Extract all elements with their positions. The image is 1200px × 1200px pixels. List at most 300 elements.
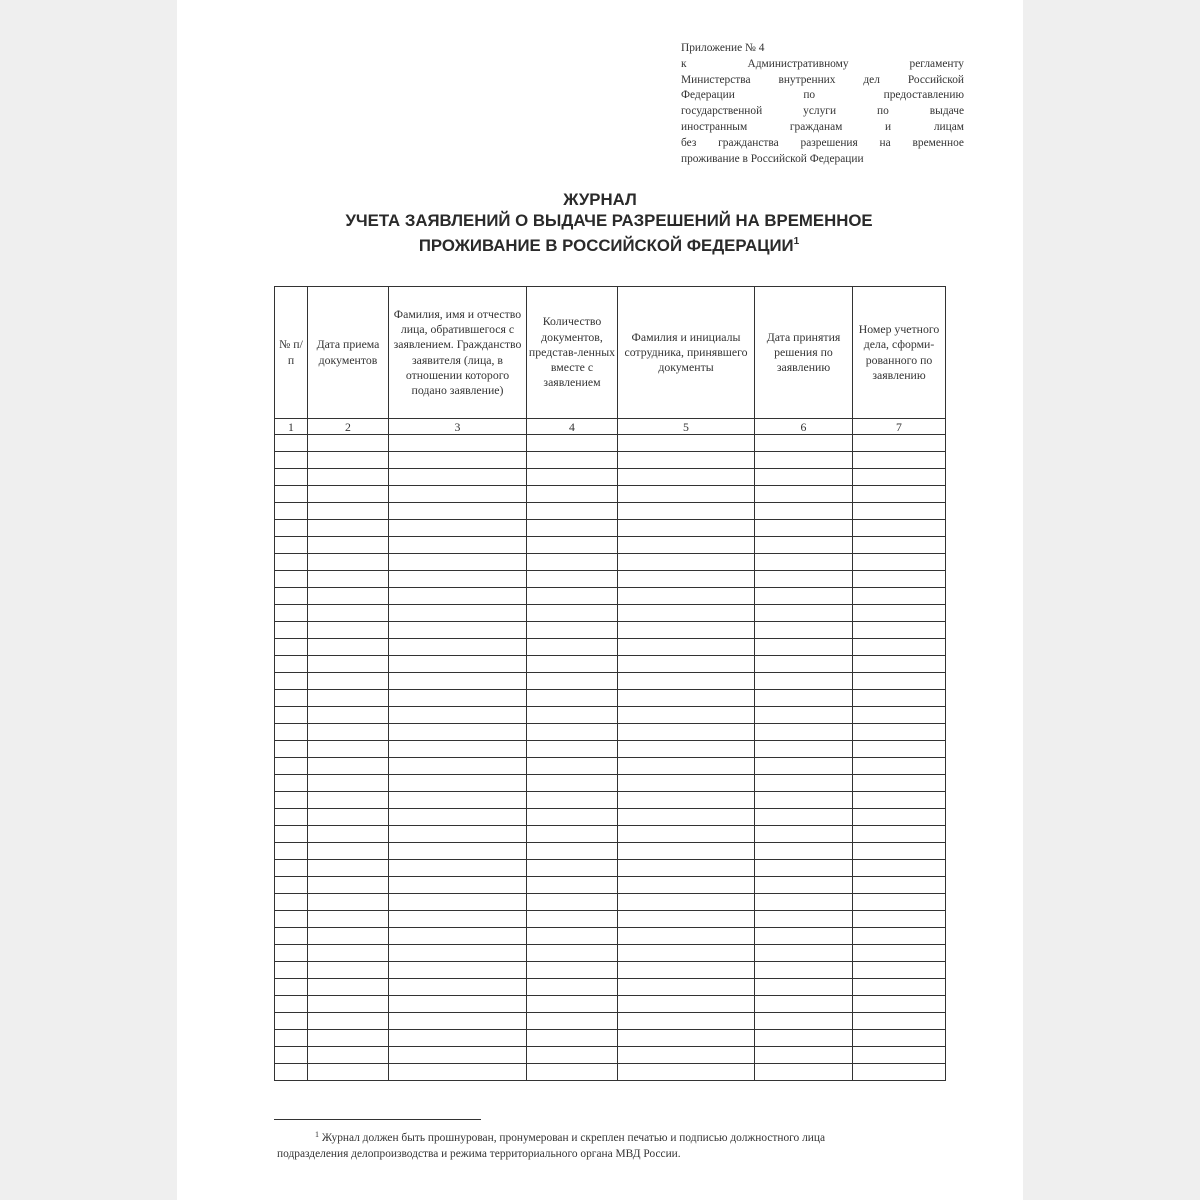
table-cell (853, 435, 946, 452)
table-cell (618, 622, 755, 639)
table-cell (755, 503, 853, 520)
table-cell (308, 979, 389, 996)
table-cell (618, 486, 755, 503)
table-cell (527, 758, 618, 775)
table-row (275, 1064, 946, 1081)
appendix-line: без гражданства разрешения на временное (681, 136, 964, 149)
table-row (275, 605, 946, 622)
table-cell (618, 928, 755, 945)
table-cell (275, 894, 308, 911)
table-cell (275, 537, 308, 554)
table-row (275, 809, 946, 826)
table-cell (389, 1064, 527, 1081)
table-cell (853, 588, 946, 605)
table-row (275, 758, 946, 775)
table-cell (853, 809, 946, 826)
footnote-line-1 (277, 1127, 967, 1146)
table-row (275, 894, 946, 911)
table-cell (527, 894, 618, 911)
table-cell (755, 775, 853, 792)
table-cell (389, 639, 527, 656)
table-cell (308, 554, 389, 571)
table-cell (618, 860, 755, 877)
column-number: 2 (308, 419, 389, 435)
table-cell (275, 758, 308, 775)
table-cell (389, 1013, 527, 1030)
table-cell (389, 826, 527, 843)
table-cell (275, 911, 308, 928)
table-cell (755, 979, 853, 996)
table-row (275, 639, 946, 656)
table-cell (853, 707, 946, 724)
table-cell (275, 809, 308, 826)
table-cell (853, 724, 946, 741)
table-cell (618, 979, 755, 996)
table-cell (389, 809, 527, 826)
table-cell (308, 707, 389, 724)
table-cell (755, 622, 853, 639)
table-cell (755, 962, 853, 979)
table-cell (853, 758, 946, 775)
column-number: 3 (389, 419, 527, 435)
table-cell (853, 571, 946, 588)
table-row (275, 452, 946, 469)
table-cell (308, 843, 389, 860)
table-cell (618, 809, 755, 826)
table-cell (275, 843, 308, 860)
table-cell (755, 843, 853, 860)
table-cell (527, 486, 618, 503)
table-cell (618, 571, 755, 588)
appendix-line: Приложение № 4 (681, 42, 765, 54)
table-cell (755, 809, 853, 826)
table-row (275, 775, 946, 792)
table-cell (755, 741, 853, 758)
table-cell (308, 996, 389, 1013)
table-cell (275, 520, 308, 537)
appendix-line: проживание в Российской Федерации (681, 152, 864, 165)
table-cell (853, 792, 946, 809)
table-cell (308, 503, 389, 520)
table-cell (308, 605, 389, 622)
footnote (277, 1127, 967, 1162)
table-row (275, 503, 946, 520)
table-cell (308, 962, 389, 979)
table-cell (389, 435, 527, 452)
table-cell (527, 469, 618, 486)
table-cell (618, 945, 755, 962)
table-row (275, 673, 946, 690)
table-row (275, 588, 946, 605)
table-row (275, 537, 946, 554)
table-cell (853, 741, 946, 758)
table-cell (389, 877, 527, 894)
header-cell-case-number: Номер учетного дела, сформи-рованного по заявлению (853, 287, 946, 419)
footnote-line-2: подразделения делопроизводства и режима территориального органа МВД России. (277, 1148, 681, 1160)
table-cell (275, 979, 308, 996)
header-cell-applicant: Фамилия, имя и отчество лица, обратившегося с заявлением. Гражданство заявителя (лица, в отношении которого подано заявление) (389, 287, 527, 419)
table-cell (308, 809, 389, 826)
table-cell (527, 520, 618, 537)
table-cell (853, 843, 946, 860)
column-number: 7 (853, 419, 946, 435)
table-cell (853, 928, 946, 945)
table-cell (389, 571, 527, 588)
appendix-line: к Административному регламенту (681, 57, 964, 70)
table-cell (618, 826, 755, 843)
column-number: 6 (755, 419, 853, 435)
table-cell (389, 622, 527, 639)
table-cell (618, 554, 755, 571)
footnote-text-1: Журнал должен быть прошнурован, пронумерован и скреплен печатью и подписью должностного лица (321, 1132, 826, 1144)
table-cell (527, 1064, 618, 1081)
table-cell (853, 503, 946, 520)
table-cell (755, 724, 853, 741)
table-row (275, 979, 946, 996)
appendix-line: Федерации по предоставлению (681, 89, 964, 102)
table-cell (853, 860, 946, 877)
table-cell (618, 996, 755, 1013)
table-cell (755, 554, 853, 571)
table-cell (755, 928, 853, 945)
table-cell (308, 741, 389, 758)
table-cell (275, 605, 308, 622)
table-cell (755, 605, 853, 622)
column-number: 1 (275, 419, 308, 435)
footnote-separator (274, 1119, 481, 1120)
table-cell (755, 1047, 853, 1064)
table-cell (389, 979, 527, 996)
table-cell (527, 877, 618, 894)
table-cell (618, 724, 755, 741)
table-cell (618, 758, 755, 775)
table-cell (275, 690, 308, 707)
table-cell (308, 724, 389, 741)
table-cell (275, 503, 308, 520)
table-cell (618, 1064, 755, 1081)
table-cell (755, 792, 853, 809)
table-cell (755, 435, 853, 452)
table-row (275, 469, 946, 486)
table-cell (308, 894, 389, 911)
table-cell (755, 690, 853, 707)
table-cell (853, 554, 946, 571)
table-cell (618, 894, 755, 911)
table-cell (308, 622, 389, 639)
table-cell (755, 469, 853, 486)
table-cell (527, 537, 618, 554)
table-cell (308, 775, 389, 792)
table-cell (527, 860, 618, 877)
table-cell (389, 1030, 527, 1047)
table-cell (389, 724, 527, 741)
table-cell (308, 928, 389, 945)
table-row (275, 877, 946, 894)
header-cell-number: № п/п (275, 287, 308, 419)
title-line-2: УЧЕТА ЗАЯВЛЕНИЙ О ВЫДАЧЕ РАЗРЕШЕНИЙ НА ВРЕМЕННОЕ (345, 211, 873, 230)
table-cell (755, 656, 853, 673)
table-row (275, 741, 946, 758)
table-cell (755, 452, 853, 469)
table-cell (275, 554, 308, 571)
table-row (275, 1013, 946, 1030)
title-line-3 (177, 231, 1023, 256)
table-cell (389, 792, 527, 809)
table-cell (389, 945, 527, 962)
table-cell (308, 520, 389, 537)
table-cell (527, 741, 618, 758)
table-cell (618, 962, 755, 979)
table-row (275, 928, 946, 945)
table-cell (618, 690, 755, 707)
table-cell (275, 724, 308, 741)
footnote-reference: 1 (793, 236, 800, 247)
footnote-mark: 1 (315, 1130, 319, 1139)
title-line-1: ЖУРНАЛ (563, 190, 637, 209)
column-number: 4 (527, 419, 618, 435)
table-cell (308, 537, 389, 554)
table-cell (618, 1013, 755, 1030)
table-cell (527, 622, 618, 639)
table-cell (275, 826, 308, 843)
table-cell (527, 1013, 618, 1030)
table-cell (275, 945, 308, 962)
table-cell (755, 826, 853, 843)
table-cell (853, 877, 946, 894)
table-cell (389, 741, 527, 758)
table-cell (527, 554, 618, 571)
table-row (275, 962, 946, 979)
table-cell (389, 894, 527, 911)
table-cell (755, 877, 853, 894)
table-cell (618, 656, 755, 673)
table-cell (618, 588, 755, 605)
table-cell (527, 792, 618, 809)
table-cell (389, 452, 527, 469)
table-cell (275, 486, 308, 503)
table-cell (308, 1013, 389, 1030)
table-cell (389, 996, 527, 1013)
column-number: 5 (618, 419, 755, 435)
table-cell (389, 469, 527, 486)
table-cell (389, 588, 527, 605)
table-cell (389, 707, 527, 724)
table-cell (275, 656, 308, 673)
table-cell (389, 690, 527, 707)
table-row (275, 520, 946, 537)
table-cell (755, 571, 853, 588)
table-cell (527, 571, 618, 588)
table-row (275, 656, 946, 673)
table-cell (618, 1030, 755, 1047)
table-cell (853, 979, 946, 996)
table-cell (853, 1013, 946, 1030)
header-cell-receipt-date: Дата приема документов (308, 287, 389, 419)
table-cell (389, 554, 527, 571)
table-cell (308, 656, 389, 673)
table-cell (308, 673, 389, 690)
table-cell (755, 537, 853, 554)
table-cell (755, 945, 853, 962)
table-cell (755, 486, 853, 503)
table-cell (527, 1030, 618, 1047)
table-cell (389, 843, 527, 860)
table-cell (527, 945, 618, 962)
table-cell (618, 877, 755, 894)
table-row (275, 945, 946, 962)
table-cell (853, 1030, 946, 1047)
table-cell (308, 826, 389, 843)
table-cell (308, 1047, 389, 1064)
table-cell (618, 605, 755, 622)
table-cell (618, 741, 755, 758)
table-header-row (275, 287, 946, 419)
table-row (275, 792, 946, 809)
table-cell (853, 520, 946, 537)
table-cell (389, 520, 527, 537)
table-cell (853, 775, 946, 792)
table-row (275, 996, 946, 1013)
table-cell (755, 588, 853, 605)
table-cell (755, 1064, 853, 1081)
table-cell (275, 1064, 308, 1081)
table-cell (853, 452, 946, 469)
table-cell (755, 520, 853, 537)
table-cell (275, 877, 308, 894)
table-cell (755, 860, 853, 877)
table-cell (618, 911, 755, 928)
table-cell (527, 639, 618, 656)
table-cell (389, 1047, 527, 1064)
table-cell (853, 826, 946, 843)
table-cell (389, 605, 527, 622)
table-cell (275, 1047, 308, 1064)
table-cell (308, 690, 389, 707)
table-cell (308, 1064, 389, 1081)
table-row (275, 622, 946, 639)
table-row (275, 486, 946, 503)
table-cell (853, 639, 946, 656)
table-cell (618, 520, 755, 537)
table-cell (275, 673, 308, 690)
table-cell (527, 996, 618, 1013)
table-cell (275, 435, 308, 452)
table-cell (308, 758, 389, 775)
table-cell (527, 605, 618, 622)
table-cell (618, 775, 755, 792)
table-cell (527, 588, 618, 605)
table-cell (853, 622, 946, 639)
table-cell (308, 860, 389, 877)
table-cell (275, 1030, 308, 1047)
table-cell (275, 469, 308, 486)
table-cell (308, 877, 389, 894)
table-row (275, 435, 946, 452)
table-cell (853, 945, 946, 962)
table-cell (389, 860, 527, 877)
table-cell (275, 775, 308, 792)
table-cell (389, 486, 527, 503)
table-cell (755, 1013, 853, 1030)
journal-table (274, 286, 946, 1081)
table-cell (527, 928, 618, 945)
table-cell (275, 962, 308, 979)
table-cell (527, 826, 618, 843)
table-cell (389, 537, 527, 554)
table-cell (527, 775, 618, 792)
table-cell (275, 928, 308, 945)
table-cell (275, 588, 308, 605)
table-cell (275, 792, 308, 809)
table-cell (755, 1030, 853, 1047)
appendix-note (681, 41, 964, 167)
table-cell (308, 792, 389, 809)
table-row (275, 724, 946, 741)
table-cell (389, 758, 527, 775)
table-cell (853, 690, 946, 707)
table-row (275, 554, 946, 571)
table-cell (275, 622, 308, 639)
table-cell (308, 911, 389, 928)
table-cell (618, 639, 755, 656)
table-cell (527, 809, 618, 826)
header-cell-employee: Фамилия и инициалы сотрудника, принявшего документы (618, 287, 755, 419)
table-cell (275, 860, 308, 877)
table-row (275, 1030, 946, 1047)
table-cell (618, 469, 755, 486)
table-cell (389, 928, 527, 945)
table-cell (308, 435, 389, 452)
table-cell (527, 673, 618, 690)
table-cell (853, 996, 946, 1013)
table-cell (853, 911, 946, 928)
header-cell-document-count: Количество документов, представ-ленных вместе с заявлением (527, 287, 618, 419)
table-cell (308, 486, 389, 503)
table-cell (853, 469, 946, 486)
table-cell (527, 724, 618, 741)
table-row (275, 690, 946, 707)
table-cell (618, 792, 755, 809)
table-cell (755, 707, 853, 724)
appendix-line: государственной услуги по выдаче (681, 105, 964, 118)
table-cell (389, 503, 527, 520)
table-cell (618, 673, 755, 690)
table-cell (275, 452, 308, 469)
table-cell (527, 979, 618, 996)
table-cell (275, 741, 308, 758)
header-cell-decision-date: Дата принятия решения по заявлению (755, 287, 853, 419)
table-cell (755, 894, 853, 911)
table-cell (853, 537, 946, 554)
table-cell (755, 758, 853, 775)
table-row (275, 860, 946, 877)
table-cell (618, 843, 755, 860)
table-cell (527, 435, 618, 452)
table-cell (308, 945, 389, 962)
table-cell (618, 707, 755, 724)
table-cell (275, 707, 308, 724)
table-cell (618, 452, 755, 469)
table-cell (527, 452, 618, 469)
table-cell (853, 656, 946, 673)
document-title (177, 189, 1023, 256)
table-row (275, 1047, 946, 1064)
table-cell (389, 673, 527, 690)
table-cell (527, 690, 618, 707)
table-row (275, 911, 946, 928)
table-cell (527, 962, 618, 979)
table-cell (618, 435, 755, 452)
